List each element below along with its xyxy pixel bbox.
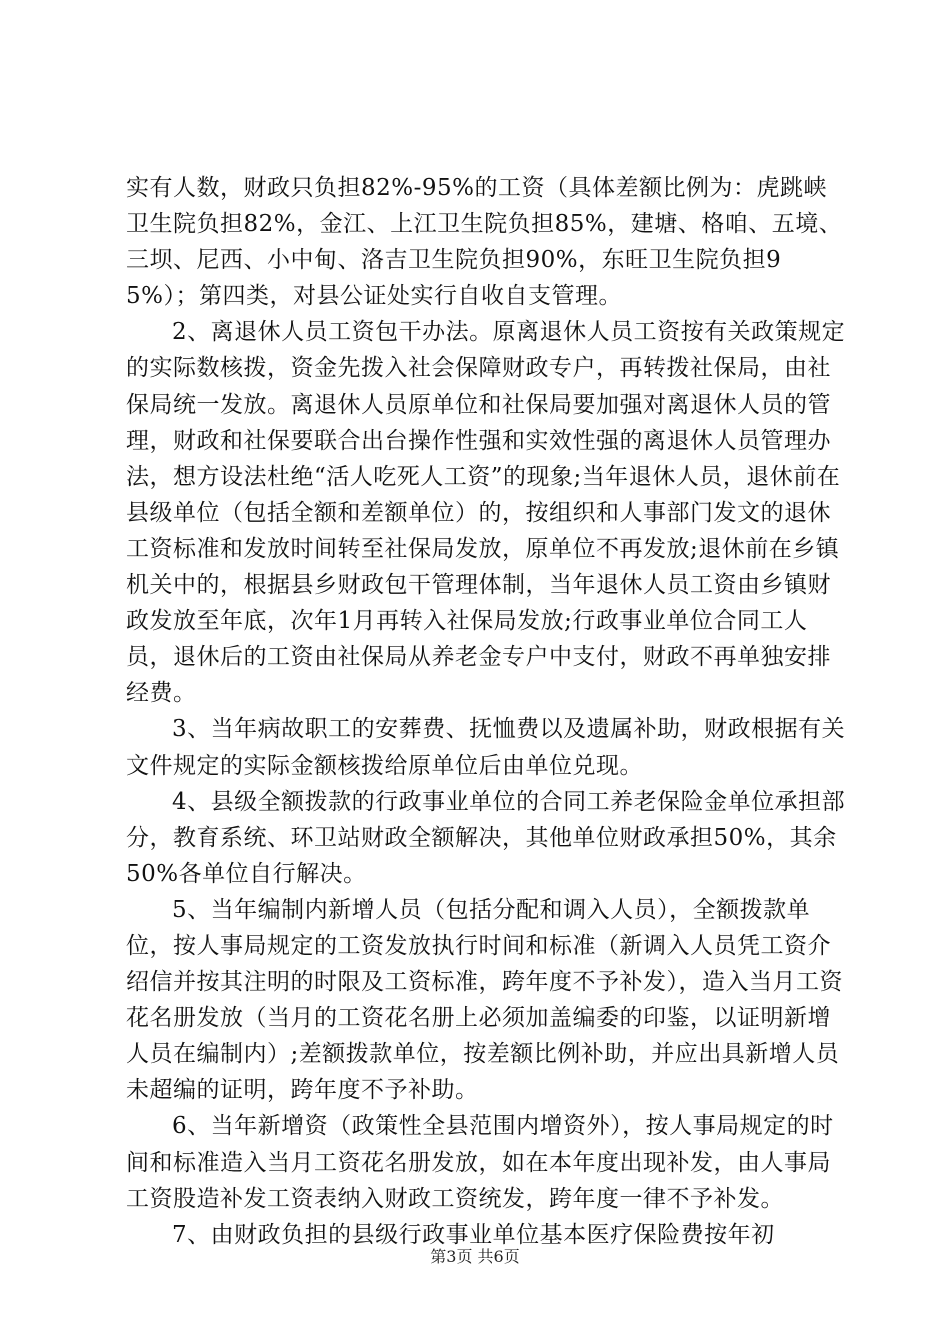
paragraph-item-3: 3、当年病故职工的安葬费、抚恤费以及遗属补助，财政根据有关文件规定的实际金额核拨给原单位后由单位兑现。	[126, 716, 846, 779]
document-body	[126, 170, 846, 1253]
paragraph-item-4: 4、县级全额拨款的行政事业单位的合同工养老保险金单位承担部分，教育系统、环卫站财政全额解决，其他单位财政承担50%，其余50%各单位自行解决。	[126, 788, 846, 887]
paragraph-item-2: 2、离退休人员工资包干办法。原离退休人员工资按有关政策规定的实际数核拨，资金先拨入社会保障财政专户，再转拨社保局，由社保局统一发放。离退休人员原单位和社保局要加强对离退休人员的管理，财政和社保要联合出台操作性强和实效性强的离退休人员管理办法，想方设法杜绝“活人吃死人工资”的现象;当年退休人员，退休前在县级单位（包括全额和差额单位）的，按组织和人事部门发文的退休工资标准和发放时间转至社保局发放，原单位不再发放;退休前在乡镇机关中的，根据县乡财政包干管理体制，当年退休人员工资由乡镇财政发放至年底，次年1月再转入社保局发放;行政事业单位合同工人员，退休后的工资由社保局从养老金专户中支付，财政不再单独安排经费。	[126, 319, 846, 707]
paragraph-item-7: 7、由财政负担的县级行政事业单位基本医疗保险费按年初	[172, 1221, 775, 1248]
page-number-footer: 第3页 共6页	[430, 1247, 520, 1266]
paragraph-item-6: 6、当年新增资（政策性全县范围内增资外），按人事局规定的时间和标准造入当月工资花名册发放，如在本年度出现补发，由人事局工资股造补发工资表纳入财政工资统发，跨年度一律不予补发。	[126, 1113, 834, 1212]
paragraph-item-5: 5、当年编制内新增人员（包括分配和调入人员），全额拨款单位，按人事局规定的工资发放执行时间和标准（新调入人员凭工资介绍信并按其注明的时限及工资标准，跨年度不予补发），造入当月工资花名册发放（当月的工资花名册上必须加盖编委的印鉴，以证明新增人员在编制内）;差额拨款单位，按差额比例补助，并应出具新增人员未超编的证明，跨年度不予补助。	[126, 896, 843, 1104]
paragraph-continuation: 实有人数，财政只负担82%-95%的工资（具体差额比例为：虎跳峡卫生院负担82%，金江、上江卫生院负担85%，建塘、格咱、五境、三坝、尼西、小中甸、洛吉卫生院负担90%，东旺卫生院负担95%）；第四类，对县公证处实行自收自支管理。	[126, 175, 843, 310]
